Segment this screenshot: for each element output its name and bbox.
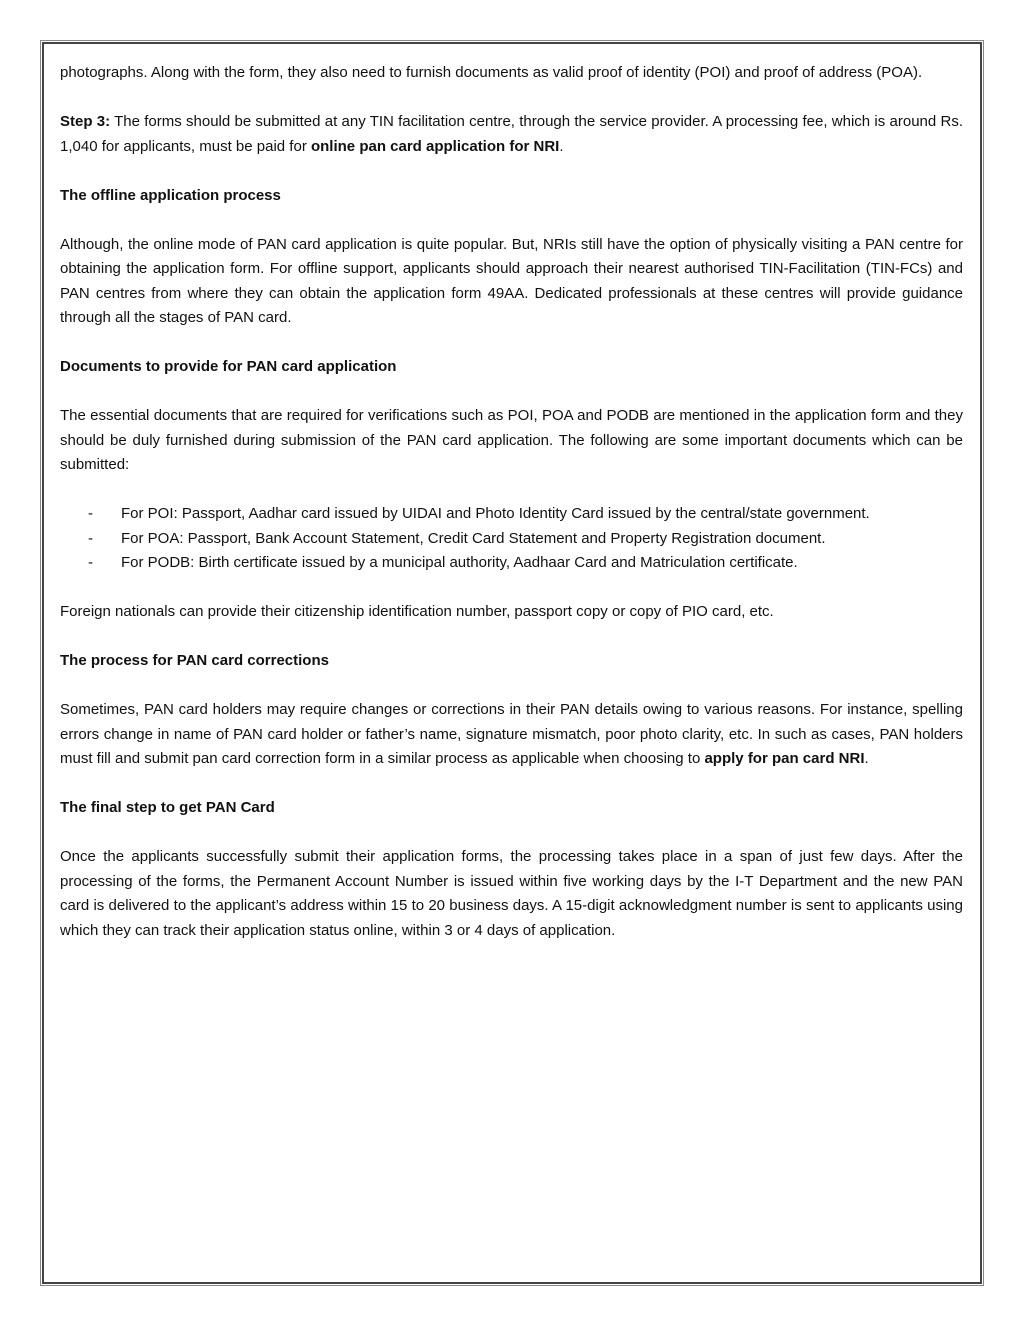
paragraph-documents: The essential documents that are required for verifications such as POI, POA and PODB are mentioned in the application form and they should be duly furnished during submission of the PAN card application. The following are some important documents which can be submitted:	[60, 407, 963, 473]
heading-offline-process-text: The offline application process	[60, 186, 281, 204]
step-3-text: The forms should be submitted at any TIN facilitation centre, through the service provider. A processing fee, which is around Rs. 1,040 for applicants, must be paid for	[60, 113, 963, 155]
dash-bullet: -	[88, 505, 93, 522]
list-item	[60, 527, 963, 552]
list-item-text: For POA: Passport, Bank Account Statement, Credit Card Statement and Property Registration document.	[121, 529, 826, 547]
heading-documents-text: Documents to provide for PAN card application	[60, 358, 397, 375]
step-3-bold-link: online pan card application for NRI	[310, 137, 560, 155]
list-item-text: For POI: Passport, Aadhar card issued by UIDAI and Photo Identity Card issued by the central/state government.	[121, 505, 870, 522]
list-item	[60, 502, 963, 527]
heading-corrections-text: The process for PAN card corrections	[60, 652, 329, 669]
paragraph-corrections	[60, 698, 963, 772]
list-item	[60, 551, 963, 576]
paragraph-offline: Although, the online mode of PAN card application is quite popular. But, NRIs still have the option of physically visiting a PAN centre for obtaining the application form. For offline support, applicants should approach their nearest authorised TIN-Facilitation (TIN-FCs) and PAN centres from where they can obtain the application form 49AA. Dedicated professionals at these centres will provide guidance through all the stages of PAN card.	[60, 235, 963, 326]
paragraph-final-step: Once the applicants successfully submit their application forms, the processing takes place in a span of just few days. After the processing of the forms, the Permanent Account Number is issued within five working days by the I-T Department and the new PAN card is delivered to the applicant’s address within 15 to 20 business days. A 15-digit acknowledgment number is sent to applicants using which they can track their application status online, within 3 or 4 days of application.	[60, 848, 963, 939]
paragraph-step-3	[60, 110, 963, 159]
corrections-bold: apply for pan card NRI	[704, 750, 865, 767]
corrections-text: Sometimes, PAN card holders may require changes or corrections in their PAN details owing to various reasons. For instance, spelling errors change in name of PAN card holder or father’s name, signature mismatch, poor photo clarity, etc. In such as cases, PAN holders must fill and submit pan card correction form in a similar process as applicable when choosing to	[60, 701, 963, 767]
corrections-end: .	[864, 750, 869, 767]
heading-final-step-text: The final step to get PAN Card	[60, 799, 275, 816]
heading-corrections	[60, 649, 963, 674]
list-item-text: For PODB: Birth certificate issued by a municipal authority, Aadhaar Card and Matriculation certificate.	[121, 554, 798, 571]
dash-bullet: -	[88, 529, 93, 547]
step-3-label: Step 3:	[60, 113, 111, 130]
document-body	[60, 61, 963, 968]
dash-bullet: -	[88, 554, 93, 571]
heading-final-step	[60, 796, 963, 821]
heading-documents	[60, 355, 963, 380]
step-3-end: .	[559, 137, 564, 155]
documents-list	[60, 502, 963, 576]
paragraph-foreign-nationals: Foreign nationals can provide their citizenship identification number, passport copy or copy of PIO card, etc.	[60, 603, 774, 620]
heading-offline-process	[60, 184, 963, 209]
paragraph-intro: photographs. Along with the form, they also need to furnish documents as valid proof of identity (POI) and proof of address (POA).	[60, 64, 923, 81]
